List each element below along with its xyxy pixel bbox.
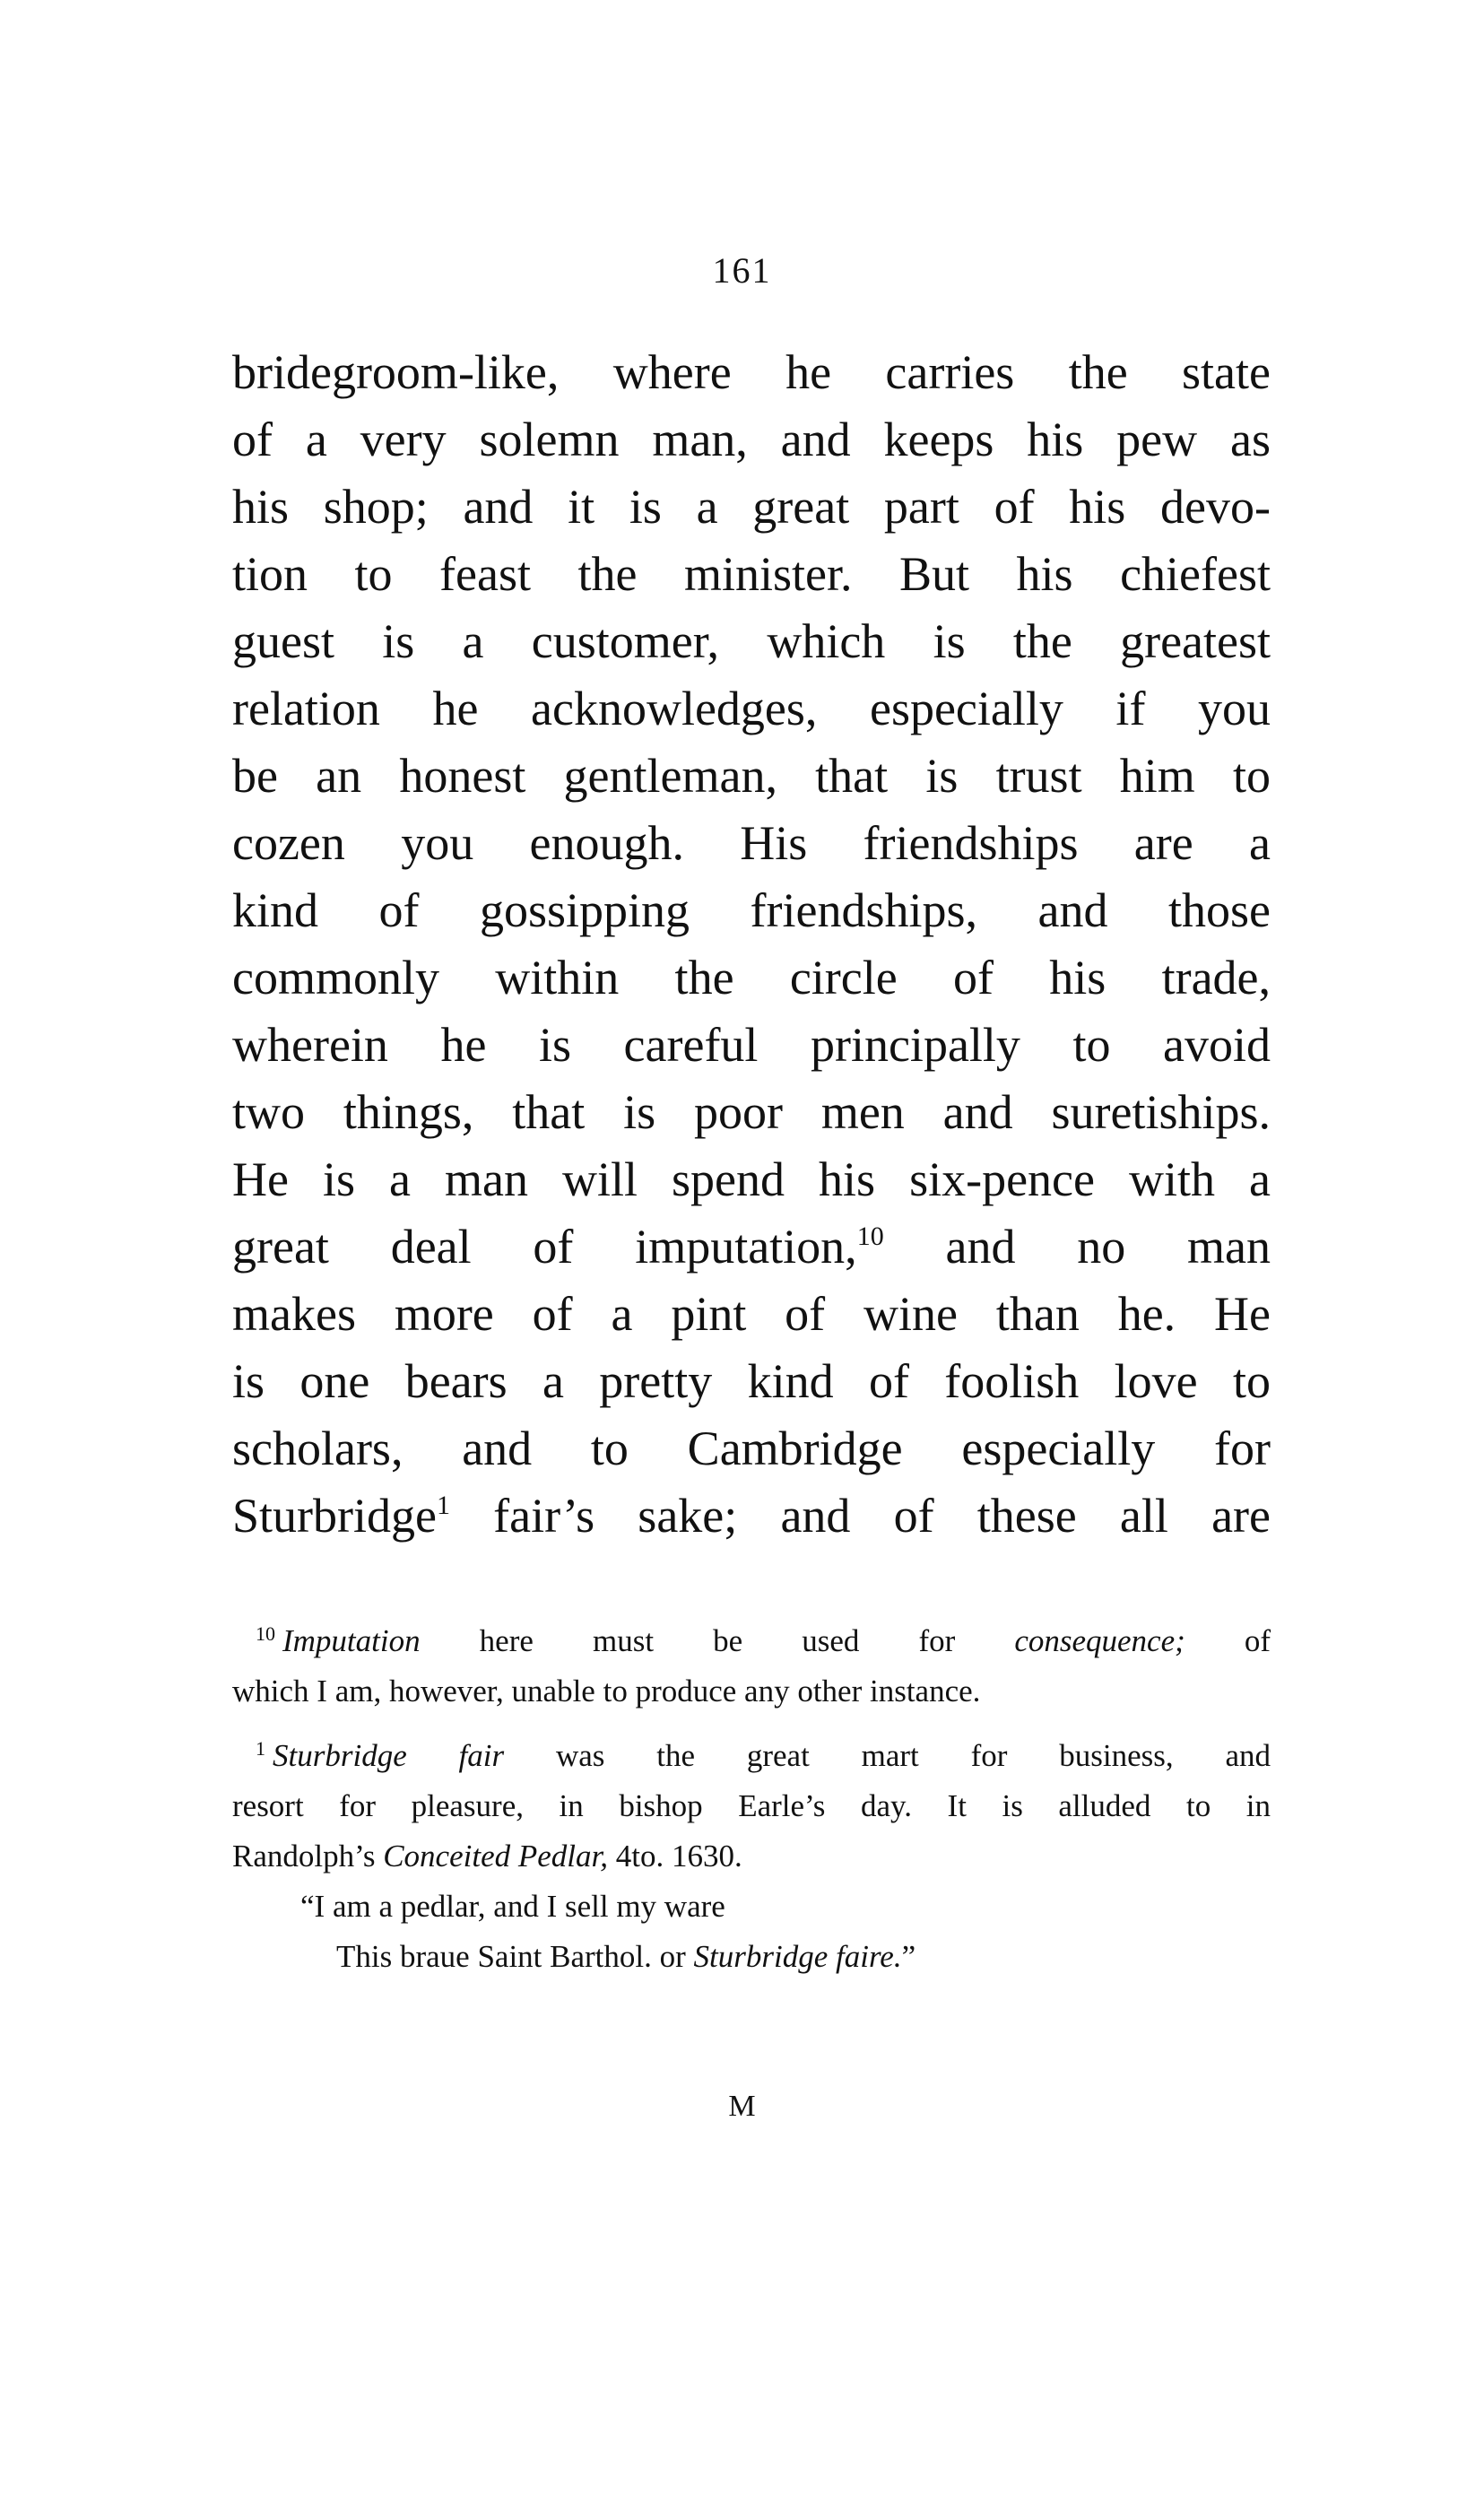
footnote-marker: 10	[256, 1622, 275, 1645]
footnote-text: 4to. 1630.	[607, 1839, 742, 1874]
body-line: wherein he is careful principally to avoid	[232, 1018, 1271, 1072]
body-text	[232, 339, 1271, 1550]
body-line-text: Sturbridge	[232, 1489, 437, 1543]
footnote-text: was the great mart for business, and	[504, 1738, 1271, 1773]
body-line: makes more of a pint of wine than he. He	[232, 1287, 1271, 1341]
footnote-title: Conceited Pedlar,	[383, 1839, 608, 1874]
footnote-term: Sturbridge fair	[273, 1738, 505, 1773]
quote-italic: Sturbridge faire.	[693, 1939, 902, 1974]
body-line	[232, 1482, 1271, 1550]
page-number: 161	[712, 250, 772, 291]
footnote-1-line	[232, 1731, 1271, 1781]
body-line: bridegroom-like, where he carries the state	[232, 345, 1271, 399]
body-line: tion to feast the minister. But his chiefest	[232, 547, 1271, 601]
body-line	[232, 1213, 1271, 1281]
footnote-text: of	[1185, 1623, 1271, 1658]
body-line: be an honest gentleman, that is trust him to	[232, 749, 1271, 803]
body-line-text: and no man	[883, 1220, 1271, 1274]
footnote-ref-1: 1	[436, 1491, 450, 1520]
footnote-1-line: resort for pleasure, in bishop Earle’s day. It is alluded to in	[232, 1788, 1271, 1823]
body-line: commonly within the circle of his trade,	[232, 951, 1271, 1004]
body-line: relation he acknowledges, especially if you	[232, 682, 1271, 735]
body-line-text: great deal of imputation,	[232, 1220, 857, 1274]
body-line: of a very solemn man, and keeps his pew as	[232, 413, 1271, 466]
footnote-term: consequence;	[1014, 1623, 1185, 1658]
footnote-10-line	[232, 1616, 1271, 1666]
footnote-1-line	[232, 1831, 1271, 1882]
quote-text: This braue Saint Barthol. or	[336, 1939, 694, 1974]
body-line: cozen you enough. His friendships are a	[232, 816, 1271, 870]
body-line: is one bears a pretty kind of foolish love to	[232, 1354, 1271, 1408]
body-line: kind of gossipping friendships, and those	[232, 883, 1271, 937]
quote-line	[232, 1932, 1271, 1982]
footnote-text: Randolph’s	[232, 1839, 384, 1874]
signature-mark: M	[728, 2090, 756, 2123]
body-line: two things, that is poor men and suretiships.	[232, 1085, 1271, 1139]
body-line-text: fair’s sake; and of these all are	[449, 1489, 1271, 1543]
quote-text: ”	[901, 1939, 916, 1974]
body-line: scholars, and to Cambridge especially for	[232, 1422, 1271, 1475]
body-line: his shop; and it is a great part of his devo-	[232, 480, 1271, 534]
footnote-ref-10: 10	[856, 1222, 884, 1251]
footnote-marker: 1	[256, 1737, 265, 1760]
footnote-text: here must be used for	[420, 1623, 1015, 1658]
body-line: guest is a customer, which is the greatest	[232, 614, 1271, 668]
footnote-10-line: which I am, however, unable to produce any other instance.	[232, 1674, 981, 1708]
footnote-term: Imputation	[282, 1623, 421, 1658]
footnotes	[232, 1616, 1271, 1982]
quote-line: “I am a pedlar, and I sell my ware	[300, 1889, 725, 1924]
body-line: He is a man will spend his six-pence with a	[232, 1152, 1271, 1206]
